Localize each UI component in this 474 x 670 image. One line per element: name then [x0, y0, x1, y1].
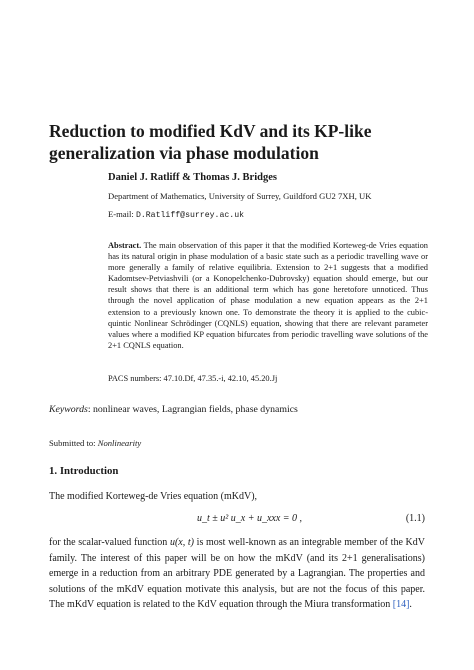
abstract	[108, 240, 428, 351]
citation-link[interactable]: [14]	[392, 599, 410, 611]
keywords	[49, 404, 298, 415]
section-heading	[49, 465, 118, 477]
intro-p2-end: .	[409, 599, 412, 611]
equation-body: u_t ± u² u_x + u_xxx = 0 ,	[197, 513, 303, 524]
submitted-to	[49, 438, 141, 448]
keywords-label: Keywords	[49, 404, 88, 415]
pacs-numbers: PACS numbers: 47.10.Df, 47.35.-i, 42.10, 45.20.Jj	[108, 374, 278, 383]
email-address[interactable]: D.Ratliff@surrey.ac.uk	[135, 211, 245, 220]
authors: Daniel J. Ratliff & Thomas J. Bridges	[108, 172, 277, 183]
section-title: Introduction	[59, 465, 119, 477]
intro-paragraph-1: The modified Korteweg-de Vries equation (mKdV),	[49, 491, 258, 502]
intro-paragraph-2	[49, 535, 425, 613]
equation-1-1	[49, 513, 425, 529]
intro-p2-function: u(x, t)	[169, 537, 194, 548]
abstract-text: The main observation of this paper it that the modified Korteweg-de Vries equation has its natural origin in phase modulation of a basic state such as a periodic travelling wave or more generally a family of relative equilibria. Extension to 2+1 suggests that a modified Kadomtsev-Petviashvili (or a Konopelchenko-Dubrovsky) equation should emerge, but our result shows that there is an additional term which has gone heretofore unnoticed. Thus through the novel application of phase modulation a new equation appears as the 2+1 extension to a previously known one. To demonstrate the theory it is applied to the cubic-quintic Nonlinear Schrödinger (CQNLS) equation, showing that there are relevant parameter values where a modified KP equation bifurcates from periodic travelling wave solutions of the 2+1 CQNLS equation.	[108, 241, 428, 350]
submitted-label: Submitted to:	[49, 438, 96, 448]
email-line	[108, 209, 428, 220]
intro-p2-start: for the scalar-valued function	[49, 537, 170, 548]
submitted-journal: Nonlinearity	[97, 438, 142, 448]
affiliation: Department of Mathematics, University of Surrey, Guildford GU2 7XH, UK	[108, 191, 372, 201]
abstract-label: Abstract.	[108, 241, 142, 250]
intro-p2-body: is most well-known as an integrable member of the KdV family. The interest of this paper will be on how the mKdV (and its 2+1 generalisations) emerge in a reduction from an arbitrary PDE generated by a Lagrangian. The properties and solutions of the mKdV equation motivate this analysis, but are not the focus of this paper. The mKdV equation is related to the KdV equation through the Miura transformation	[49, 537, 425, 611]
equation-number: (1.1)	[405, 513, 425, 524]
keywords-text: : nonlinear waves, Lagrangian fields, phase dynamics	[87, 404, 298, 415]
email-label: E-mail:	[108, 209, 134, 219]
paper-title: Reduction to modified KdV and its KP-like generalization via phase modulation	[49, 121, 372, 163]
section-number: 1.	[49, 465, 58, 477]
